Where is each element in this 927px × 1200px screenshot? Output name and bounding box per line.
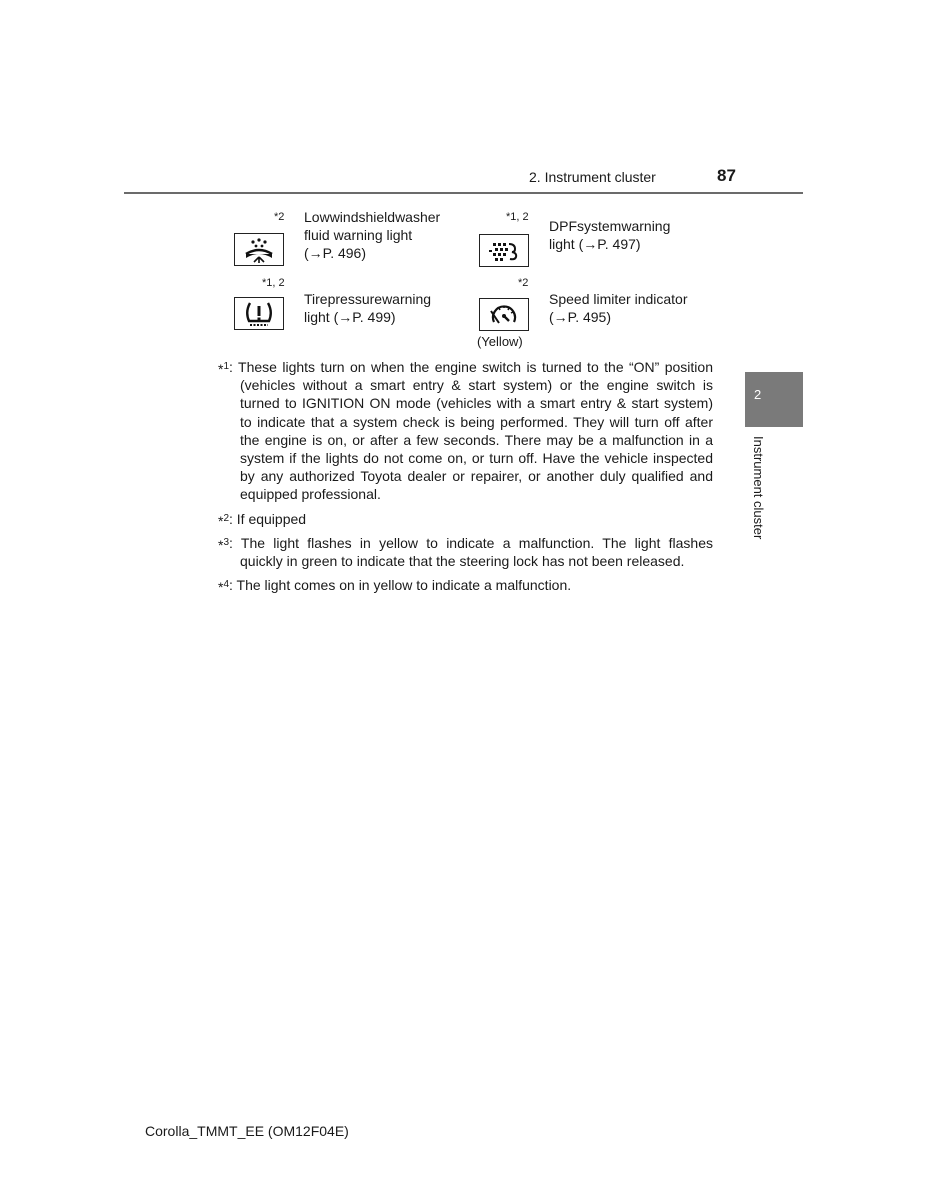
indicator-line: light (→P. 499) (304, 309, 396, 325)
footnote-line: : If equipped (229, 511, 307, 527)
footnote-marker: *$^2$ (218, 513, 230, 529)
indicator-line: (→P. 496) (304, 245, 366, 261)
page-number: 87 (717, 166, 736, 185)
footnote-line: : These lights turn on when the engine switch is turned to the “ON” position (229, 359, 713, 375)
indicator-ref-tire: *1, 2 (262, 277, 285, 289)
footnote-marker: *$^3$ (218, 537, 230, 553)
indicator-caption-speed: (Yellow) (477, 334, 523, 349)
indicator-text-speed (549, 290, 709, 326)
indicator-word: pressure (327, 291, 383, 307)
indicator-word: washer (395, 209, 441, 225)
section-title: 2. Instrument cluster (529, 169, 656, 185)
indicator-text-tire (304, 290, 462, 326)
indicator-line (304, 208, 462, 226)
indicator-ref-dpf: *1, 2 (506, 211, 529, 223)
indicator-line: light (→P. 497) (549, 236, 641, 252)
indicator-line (304, 290, 462, 308)
footnote-body (229, 534, 713, 570)
indicator-word: Tire (304, 291, 328, 307)
indicator-word: Low (304, 209, 330, 225)
indicator-text-washer (304, 208, 462, 262)
indicator-word: windshield (329, 209, 396, 225)
footnote-line: (vehicles without a smart entry & start system) or the engine switch is (240, 377, 713, 394)
chapter-tab-number: 2 (754, 387, 762, 402)
indicator-word: warning (382, 291, 432, 307)
footnote-line: system if the lights do not come on, or turn off. Have the vehicle inspected (240, 450, 713, 467)
washer-fluid-icon (234, 233, 284, 266)
footnote-line: : The light flashes in yellow to indicate a malfunction. The light flashes (229, 535, 713, 551)
indicator-word: warning (621, 218, 671, 234)
speed-limiter-icon (479, 298, 529, 331)
footnote-marker: *$^4$ (218, 579, 230, 595)
dpf-warning-icon (479, 234, 529, 267)
indicator-line: (→P. 495) (549, 309, 611, 325)
indicator-text-dpf (549, 217, 706, 253)
indicator-line (549, 217, 706, 235)
footnote-line: to indicate that a system check is being performed. They will turn off after (240, 413, 713, 430)
indicator-line: fluid warning light (304, 227, 413, 243)
document-footer: Corolla_TMMT_EE (OM12F04E) (145, 1123, 349, 1139)
indicator-line: Speed limiter indicator (549, 291, 688, 307)
indicator-ref-speed: *2 (518, 277, 529, 289)
footnote-line: equipped professional. (240, 486, 381, 503)
footnote-line: turned to IGNITION ON mode (vehicles with a smart entry & start system) (240, 395, 713, 412)
chapter-tab-label: Instrument cluster (751, 436, 766, 540)
indicator-word: system (577, 218, 622, 234)
indicator-ref-washer: *2 (274, 211, 285, 223)
footnote-line: the engine is on, or after a few seconds. There may be a malfunction in a (240, 431, 713, 448)
footnote-body (229, 358, 713, 504)
footnote-line: by any authorized Toyota dealer or repairer, or another duly qualified and (240, 468, 713, 485)
footnote-marker: *$^1$ (218, 361, 230, 377)
footnote-body (229, 576, 702, 594)
footnote-line: : The light comes on in yellow to indicate a malfunction. (229, 577, 572, 593)
header-divider (124, 192, 803, 194)
footnote-body (229, 510, 702, 528)
indicator-word: DPF (549, 218, 577, 234)
tire-pressure-icon (234, 297, 284, 330)
footnote-line: quickly in green to indicate that the steering lock has not been released. (240, 553, 685, 570)
